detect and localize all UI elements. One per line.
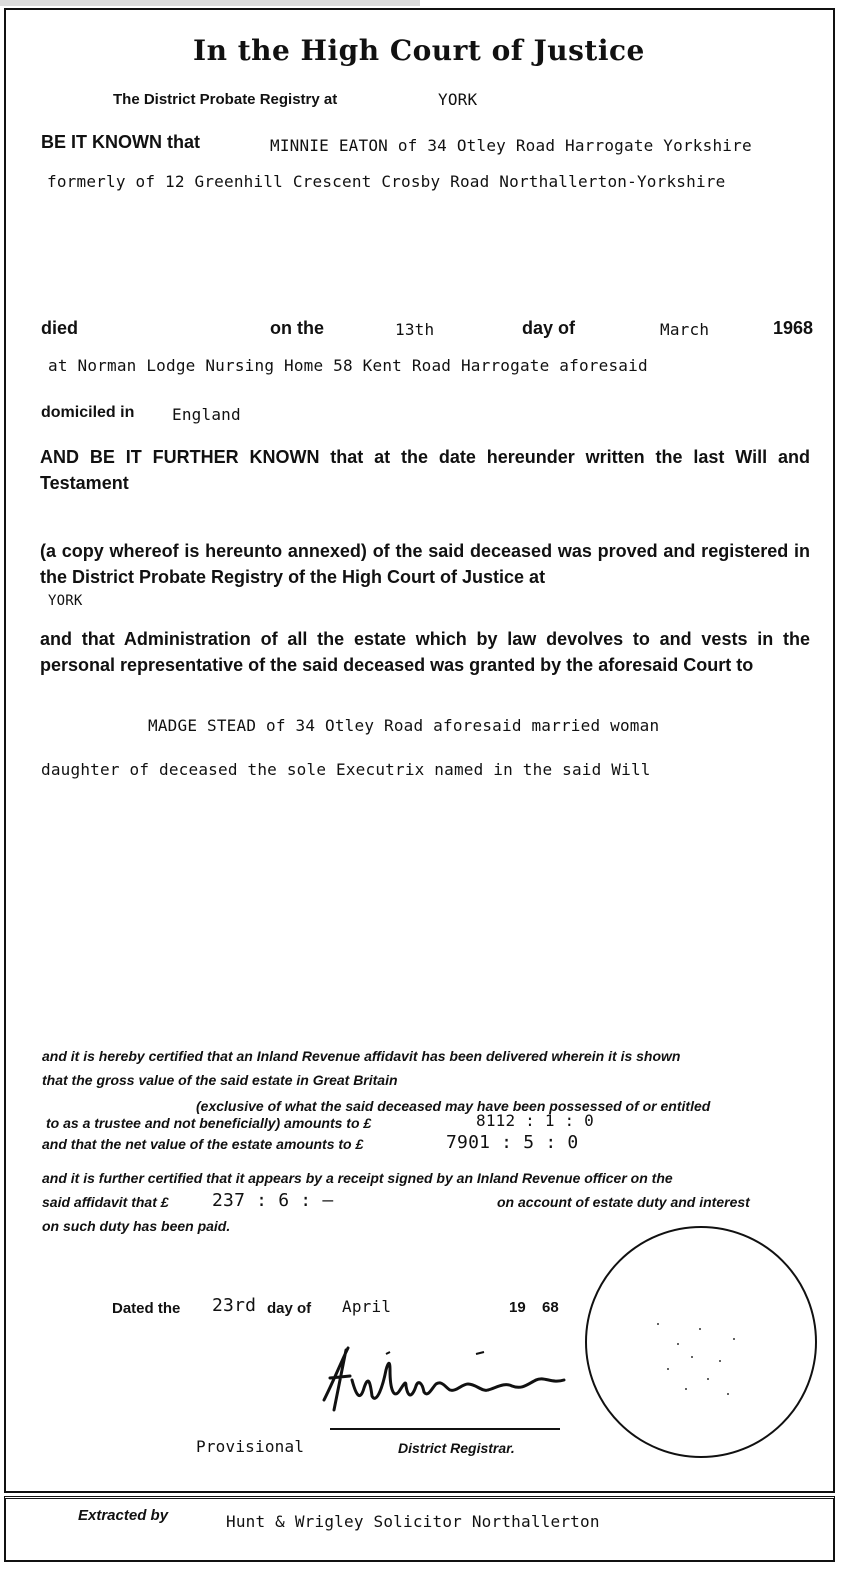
receipt-line-1: and it is further certified that it appears by a receipt signed by an Inland Revenue officer on the: [42, 1170, 673, 1186]
registry-place: YORK: [438, 90, 478, 109]
dated-year: 68: [542, 1299, 559, 1316]
court-seal: [585, 1226, 817, 1458]
signature-line: [330, 1428, 560, 1430]
dated-day: 23rd: [212, 1295, 257, 1316]
administration-paragraph: and that Administration of all the estate which by law devolves to and vests in the personal representative of the said deceased was granted by the aforesaid Court to: [40, 629, 810, 675]
death-place: at Norman Lodge Nursing Home 58 Kent Road Harrogate aforesaid: [48, 356, 648, 375]
proved-place: YORK: [48, 593, 83, 609]
death-month: March: [660, 320, 710, 339]
receipt-line-2b: on account of estate duty and interest: [497, 1194, 750, 1210]
exclusive-line-1: (exclusive of what the said deceased may have been possessed of or entitled: [196, 1098, 711, 1114]
on-the-label: on the: [270, 318, 324, 338]
duty-value: 237 : 6 : –: [212, 1190, 334, 1211]
grantee-line-1: MADGE STEAD of 34 Otley Road aforesaid married woman: [148, 716, 660, 735]
net-value: 7901 : 5 : 0: [446, 1132, 579, 1153]
copy-whereof-paragraph: (a copy whereof is hereunto annexed) of the said deceased was proved and registered in the District Probate Registry of the High Court of Justice at: [40, 541, 810, 587]
receipt-line-3: on such duty has been paid.: [42, 1218, 231, 1234]
certified-line-1: and it is hereby certified that an Inland Revenue affidavit has been delivered wherein it is shown: [42, 1048, 681, 1064]
receipt-line-2: said affidavit that £: [42, 1194, 169, 1210]
day-of-label: day of: [522, 318, 576, 338]
grantee-line-2: daughter of deceased the sole Executrix named in the said Will: [41, 760, 651, 779]
registry-label: The District Probate Registry at: [113, 91, 338, 108]
registrar-label: District Registrar.: [398, 1440, 515, 1456]
provisional-label: Provisional: [196, 1437, 305, 1456]
certified-line-2: that the gross value of the said estate in Great Britain: [42, 1072, 398, 1088]
be-it-known-label: BE IT KNOWN that: [41, 132, 200, 152]
domiciled-place: England: [172, 405, 241, 424]
registrar-signature: [316, 1340, 576, 1420]
deceased-line-2: formerly of 12 Greenhill Crescent Crosby Road Northallerton-Yorkshire: [47, 172, 726, 191]
dated-month: April: [342, 1297, 392, 1316]
extracted-by-label: Extracted by: [78, 1507, 169, 1524]
dated-day-of-label: day of: [267, 1300, 312, 1317]
document-title: In the High Court of Justice: [193, 34, 645, 67]
domiciled-label: domiciled in: [41, 404, 135, 421]
net-value-label: and that the net value of the estate amounts to £: [42, 1136, 364, 1152]
dated-label: Dated the: [112, 1300, 181, 1317]
extracted-by-value: Hunt & Wrigley Solicitor Northallerton: [226, 1512, 600, 1531]
death-day: 13th: [395, 320, 435, 339]
dated-century: 19: [509, 1299, 526, 1316]
exclusive-line-2: to as a trustee and not beneficially) amounts to £: [46, 1115, 372, 1131]
deceased-line-1: MINNIE EATON of 34 Otley Road Harrogate Yorkshire: [270, 136, 752, 155]
further-known-paragraph: AND BE IT FURTHER KNOWN that at the date hereunder written the last Will and Testament: [40, 447, 810, 493]
gross-value: 8112 : 1 : 0: [476, 1111, 594, 1130]
died-label: died: [41, 318, 79, 338]
death-year: 1968: [773, 318, 814, 338]
scan-top-edge: [0, 0, 420, 6]
